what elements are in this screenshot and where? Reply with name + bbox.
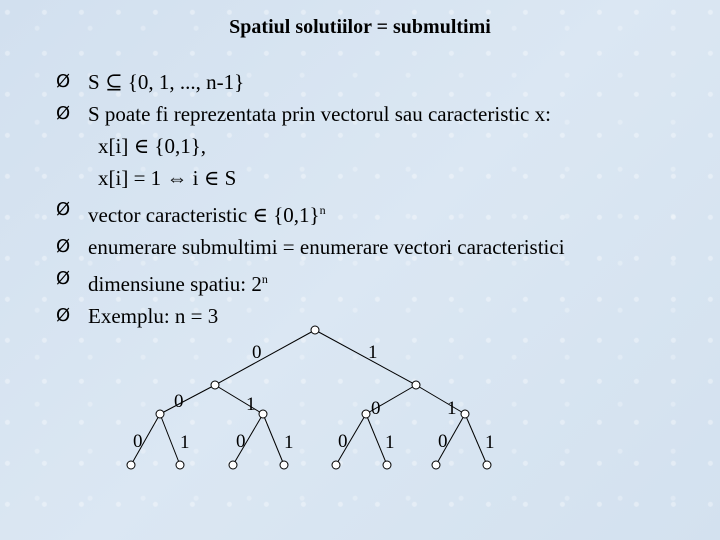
- edge-label: 1: [447, 398, 457, 419]
- arrow-bullet-icon: Ø: [56, 236, 71, 257]
- arrow-bullet-icon: Ø: [56, 305, 71, 326]
- tree-leaf: [383, 461, 391, 469]
- element-of-symbol: ∈: [252, 203, 268, 227]
- edge-label: 0: [133, 431, 143, 452]
- bullet-characteristic-vector: Ø S poate fi reprezentata prin vectorul sau caracteristic x:: [56, 98, 565, 130]
- element-of-symbol: ∈: [203, 166, 220, 190]
- tree-leaf: [483, 461, 491, 469]
- arrow-bullet-icon: Ø: [56, 268, 71, 289]
- tree-node: [211, 381, 219, 389]
- edge-label: 1: [284, 432, 294, 453]
- slide-title: Spatiul solutiilor = submultimi: [229, 16, 491, 38]
- tree-leaf: [332, 461, 340, 469]
- tree-labels: [133, 342, 495, 453]
- edge-label: 0: [371, 398, 381, 419]
- tree-node: [412, 381, 420, 389]
- element-of-symbol: ∈: [133, 134, 150, 158]
- sub-item-domain: x[i] ∈ {0,1},: [98, 134, 207, 158]
- tree-leaf: [127, 461, 135, 469]
- bullet-enumeration: Ø enumerare submultimi = enumerare vectori caracteristici: [56, 231, 565, 263]
- tree-node: [259, 410, 267, 418]
- tree-node: [156, 410, 164, 418]
- edge-label: 0: [174, 391, 184, 412]
- bullet-set-definition: Ø S ⊆ {0, 1, ..., n-1}: [56, 66, 565, 98]
- tree-node: [461, 410, 469, 418]
- subset-symbol: ⊆: [104, 70, 123, 94]
- edge-label: 0: [236, 431, 246, 452]
- tree-node-root: [311, 326, 319, 334]
- bullet-example: Ø Exemplu: n = 3: [56, 300, 565, 332]
- bullet-vector-space: Ø vector caracteristic ∈ $\{0,1\}^n$: [56, 194, 565, 231]
- tree-leaf: [176, 461, 184, 469]
- iff-symbol: ⇔: [166, 166, 188, 190]
- arrow-bullet-icon: Ø: [56, 199, 71, 220]
- edge-label: 1: [385, 432, 395, 453]
- edge-label: 1: [180, 432, 190, 453]
- edge-label: 1: [368, 342, 378, 363]
- bullet-space-size: Ø dimensiune spatiu: 2$^n$: [56, 263, 565, 300]
- tree-leaf: [229, 461, 237, 469]
- edge-label: 1: [246, 394, 256, 415]
- tree-node: [362, 410, 370, 418]
- edge-label: 0: [338, 431, 348, 452]
- tree-leaf: [280, 461, 288, 469]
- edge-label: 0: [438, 431, 448, 452]
- sub-item-equivalence: x[i] = 1 ⇔ i ∈ S: [98, 166, 237, 190]
- tree-leaf: [432, 461, 440, 469]
- edge-label: 0: [252, 342, 262, 363]
- edge-label: 1: [485, 432, 495, 453]
- arrow-bullet-icon: Ø: [56, 71, 71, 92]
- arrow-bullet-icon: Ø: [56, 103, 71, 124]
